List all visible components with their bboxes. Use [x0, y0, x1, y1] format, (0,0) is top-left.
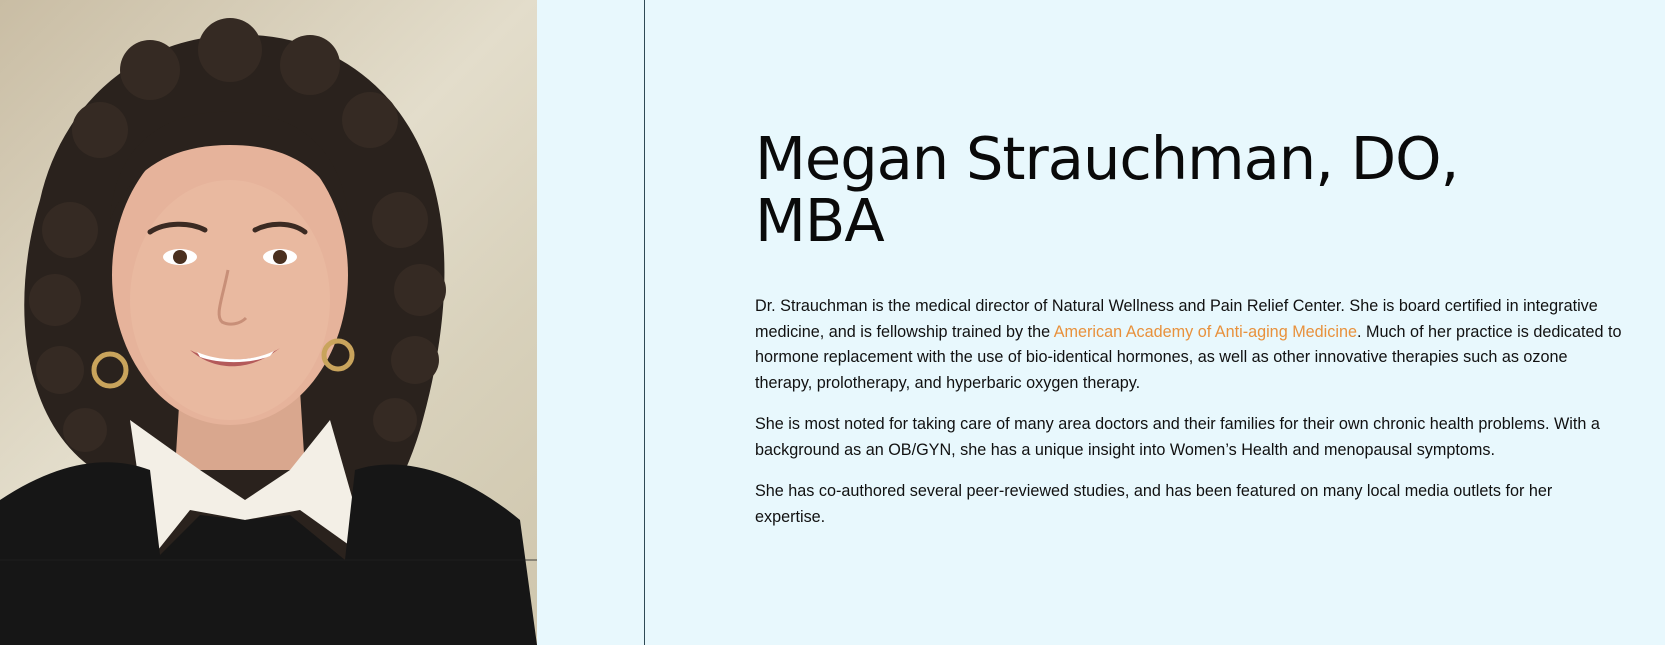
bio-paragraph-1: [755, 294, 1625, 396]
bio-text: [755, 294, 1625, 530]
bio-paragraph-2: She is most noted for taking care of many area doctors and their families for their own chronic health problems. With a background as an OB/GYN, she has a unique insight into Women’s Health and menopausal symptoms.: [755, 415, 1600, 459]
bio-paragraph-3: She has co-authored several peer-reviewed studies, and has been featured on many local media outlets for her expertise.: [755, 482, 1553, 526]
vertical-divider: [644, 0, 645, 645]
bio-section: [755, 124, 1625, 546]
profile-photo: [0, 0, 537, 645]
name-line-2: MBA: [755, 186, 884, 255]
portrait-photo-icon: [0, 0, 537, 645]
bio-p1-text-after: . Much of her practice is dedicated to hormone replacement with the use of bio-identical hormones, as well as other innovative therapies such as ozone therapy, prolotherapy, and hyperbaric oxygen therapy.: [755, 322, 1622, 392]
bio-p1-text-before: Dr. Strauchman is the medical director of Natural Wellness and Pain Relief Center. She is board certified in integrative medicine, and is fellowship trained by the: [755, 297, 1598, 341]
doctor-name-heading: [755, 124, 1625, 255]
name-line-1: Megan Strauchman, DO,: [755, 124, 1459, 193]
aaam-link[interactable]: American Academy of Anti-aging Medicine: [1053, 322, 1357, 341]
